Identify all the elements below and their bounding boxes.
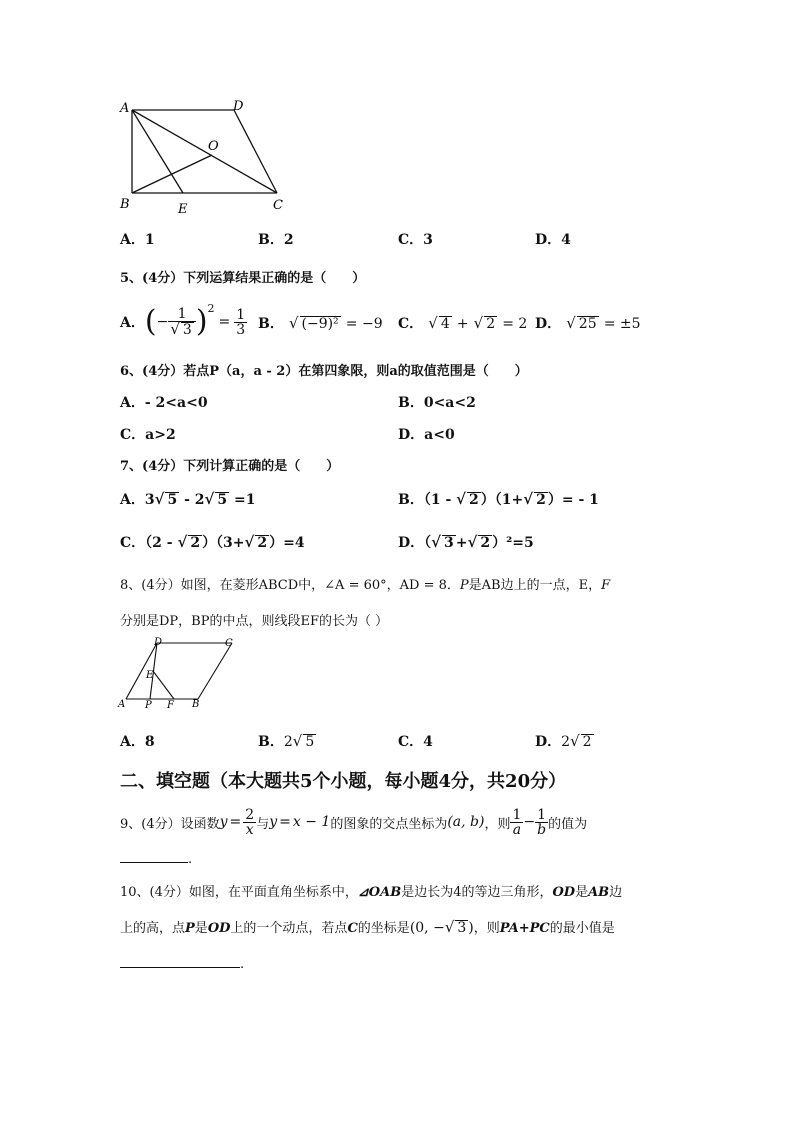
q7-c-rad1: 2	[190, 535, 201, 551]
q7-option-c: C．（2 - √ 2 ）（3+√ 2 ）=4	[120, 533, 305, 551]
q9-frac-b	[535, 808, 548, 837]
figure-rhombus-abcd	[112, 635, 247, 713]
section-2-title: 二、填空题（本大题共5个小题，每小题4分，共20分）	[120, 771, 567, 792]
q10-l2-b: 是	[194, 921, 208, 936]
q5-c-rad2: 2	[486, 316, 496, 332]
q9-rhs2: x − 1	[292, 814, 331, 830]
label-b: B	[120, 197, 130, 212]
q9-y1: y	[219, 814, 228, 830]
q8-line1	[120, 574, 610, 593]
q8-option-d: D．2√ 2	[535, 732, 592, 750]
q5-option-c-label: C．	[398, 316, 424, 332]
q6-option-b: B．0<a<2	[398, 395, 476, 411]
r-label-d: D	[154, 637, 163, 648]
q10-l2-od: OD	[207, 921, 231, 936]
q10-l2-f: 的最小值是	[549, 921, 615, 936]
q8-option-a: A．8	[120, 734, 155, 750]
q7-d-post: ）²=5	[492, 535, 534, 551]
q10-l1-d: 边	[609, 885, 623, 900]
q5-option-b: B． √ (−9)² = −9	[258, 314, 383, 332]
q7-a-rad2: 5	[217, 492, 228, 508]
figure-parallelogram-abcd	[112, 95, 292, 220]
q5-d-rhs: = ±5	[603, 316, 641, 332]
q9-fa-num: 1	[512, 806, 522, 823]
q5-a-rden: 3	[236, 321, 246, 338]
q8-line1-p: P	[459, 578, 469, 593]
q7-a-mid: - 2	[179, 492, 205, 508]
q9-minus: −	[523, 814, 536, 830]
q5-c-plus: +	[456, 316, 469, 332]
q9-eq2: =	[279, 814, 291, 830]
q9-end: .	[188, 852, 193, 867]
paren-open: (	[144, 304, 157, 339]
q7-option-d: D．（√ 3 +√ 2 ）²=5	[398, 533, 534, 551]
q7-d-rad1: 3	[444, 535, 454, 551]
q5-option-d: D． √ 25 = ±5	[535, 314, 641, 332]
q10-l1-ab: AB	[588, 885, 610, 900]
q6-option-d: D．a<0	[398, 427, 455, 443]
q8-option-b: B．2√ 5	[258, 732, 315, 750]
r-label-p: P	[145, 700, 152, 711]
q5-option-c: C． √ 4 + √ 2 = 2	[398, 314, 528, 332]
q8-line2: 分别是DP，BP的中点，则线段EF的长为（ ）	[120, 614, 389, 629]
q10-coord-post: )	[468, 920, 474, 936]
q9-line	[120, 802, 587, 842]
q4-option-a: A．1	[120, 232, 155, 248]
q4-option-d: D．4	[535, 232, 571, 248]
q5-b-radicand: (−9)²	[301, 316, 339, 332]
q10-line2: 上的高，点P是OD上的一个动点，若点C的坐标是(0, −√ 3 )，则PA+PC的最小值是	[120, 918, 615, 936]
q10-line1	[120, 881, 622, 900]
q9-den1: x	[245, 821, 254, 838]
r-label-e: E	[146, 670, 154, 681]
q9-point: (a, b)	[447, 814, 485, 830]
q6-option-a: A．- 2<a<0	[120, 395, 208, 411]
q10-answer-line	[120, 953, 244, 972]
q7-b-post: ）= - 1	[547, 492, 599, 508]
q10-l1-c: 是	[575, 885, 589, 900]
q5-a-minus: −	[156, 314, 169, 330]
q8-line1-a: 8、(4分）如图，在菱形ABCD中，∠A = 60°，AD = 8．	[120, 578, 460, 593]
q9-mid: 与	[256, 816, 270, 832]
q5-option-d-label: D．	[535, 316, 562, 332]
q8-line1-f: F	[601, 578, 611, 593]
r-label-f: F	[167, 700, 174, 711]
q5-a-fraction: $\frac{1}{√ 3}$	[168, 307, 195, 337]
r-label-a: A	[118, 699, 126, 710]
q10-coord-rad: 3	[457, 920, 467, 936]
q9-eq1: =	[229, 814, 242, 830]
q7-b-pre: B．（1 -	[398, 492, 457, 508]
label-d: D	[233, 99, 244, 114]
q7-b-mid: ）（1+	[480, 492, 524, 508]
q8-b-label: B．	[258, 734, 284, 750]
q6-stem: 6、(4分）若点P（a，a - 2）在第四象限，则a的取值范围是（ ）	[120, 364, 528, 379]
q8-d-label: D．	[535, 734, 562, 750]
q7-stem: 7、(4分）下列计算正确的是（ ）	[120, 459, 340, 474]
q5-b-rhs: = −9	[345, 316, 383, 332]
q5-a-den: 3	[182, 322, 192, 338]
q10-l1-tri: ⊿OAB	[357, 885, 402, 900]
q5-a-result	[234, 308, 247, 337]
q7-d-plus: +	[455, 535, 468, 551]
q9-text4: 的值为	[548, 816, 588, 832]
label-c: C	[273, 198, 283, 213]
label-a: A	[120, 101, 130, 116]
q7-c-mid: ）（3+	[202, 535, 245, 551]
q8-d-rad: 2	[582, 734, 592, 750]
q7-b-rad1: 2	[469, 492, 479, 508]
q9-fa-den: a	[512, 821, 522, 838]
q5-c-rad1: 4	[440, 316, 450, 332]
q7-c-post: ）=4	[269, 535, 305, 551]
q7-d-rad2: 2	[480, 535, 491, 551]
q10-l2-c: 上的一个动点，若点	[230, 921, 348, 936]
q10-end: .	[240, 957, 245, 972]
q7-c-pre: C．（2 -	[120, 535, 178, 551]
q9-pre: 9、(4分）设函数	[120, 816, 220, 832]
q10-l2-e: ，则	[473, 921, 500, 936]
q10-l1-a: 10、(4分）如图，在平面直角坐标系中，	[120, 885, 358, 900]
q5-a-equals: =	[218, 314, 231, 330]
q10-l2-a: 上的高，点	[120, 921, 186, 936]
q7-a-post: =1	[229, 492, 256, 508]
q7-a-rad1: 5	[167, 492, 178, 508]
r-label-b: B	[192, 699, 200, 710]
q7-a-pre: A．3	[120, 492, 155, 508]
q5-stem: 5、(4分）下列运算结果正确的是（ ）	[120, 271, 366, 286]
q9-answer-blank[interactable]	[120, 848, 188, 863]
q10-l2-sum: PA+PC	[499, 921, 550, 936]
q9-num1: 2	[245, 806, 255, 823]
q9-fb-den: b	[537, 821, 547, 838]
q8-line1-b: 是AB边上的一点，E，	[468, 578, 602, 593]
q5-a-power: 2	[207, 302, 215, 315]
q7-d-pre: D．（	[398, 535, 432, 551]
q7-c-rad2: 2	[257, 535, 268, 551]
q8-option-c: C．4	[398, 734, 433, 750]
q5-option-a	[120, 300, 247, 344]
q9-fb-num: 1	[535, 808, 548, 823]
q10-l1-od: OD	[552, 885, 576, 900]
q5-option-b-label: B．	[258, 316, 284, 332]
q8-b-coef: 2	[283, 734, 293, 750]
q10-answer-blank[interactable]	[120, 953, 240, 968]
q5-option-a-label: A．	[120, 315, 145, 331]
q7-b-rad2: 2	[536, 492, 546, 508]
q7-option-b: B．（1 - √ 2 ）（1+√ 2 ）= - 1	[398, 490, 599, 508]
q8-d-coef: 2	[561, 734, 571, 750]
q9-y2: y	[269, 814, 278, 830]
label-e: E	[178, 202, 188, 217]
q7-option-a: A．3√ 5 - 2√ 5 =1	[120, 490, 256, 508]
q5-d-radicand: 25	[578, 316, 597, 332]
q10-l2-p: P	[185, 921, 195, 936]
label-o: O	[208, 139, 219, 154]
q4-option-b: B．2	[258, 232, 294, 248]
q5-a-rnum: 1	[236, 306, 246, 323]
q10-coord-pre: (0, −	[409, 920, 445, 936]
q9-answer-line	[120, 848, 192, 867]
q6-option-c: C．a>2	[120, 427, 176, 443]
q9-frac-a	[510, 808, 523, 837]
q9-frac1	[243, 808, 256, 837]
q10-l2-cpt: C	[347, 921, 358, 936]
q4-option-c: C．3	[398, 232, 433, 248]
q9-text3: ，则	[484, 816, 511, 832]
q10-l2-d: 的坐标是	[357, 921, 410, 936]
q10-l1-b: 是边长为4的等边三角形，	[401, 885, 553, 900]
r-label-c: C	[225, 638, 233, 649]
q5-c-rhs: = 2	[502, 316, 528, 332]
paren-close: )	[195, 304, 208, 339]
q9-text2: 的图象的交点坐标为	[330, 816, 448, 832]
q5-a-num: 1	[168, 307, 195, 322]
q8-b-rad: 5	[305, 734, 315, 750]
